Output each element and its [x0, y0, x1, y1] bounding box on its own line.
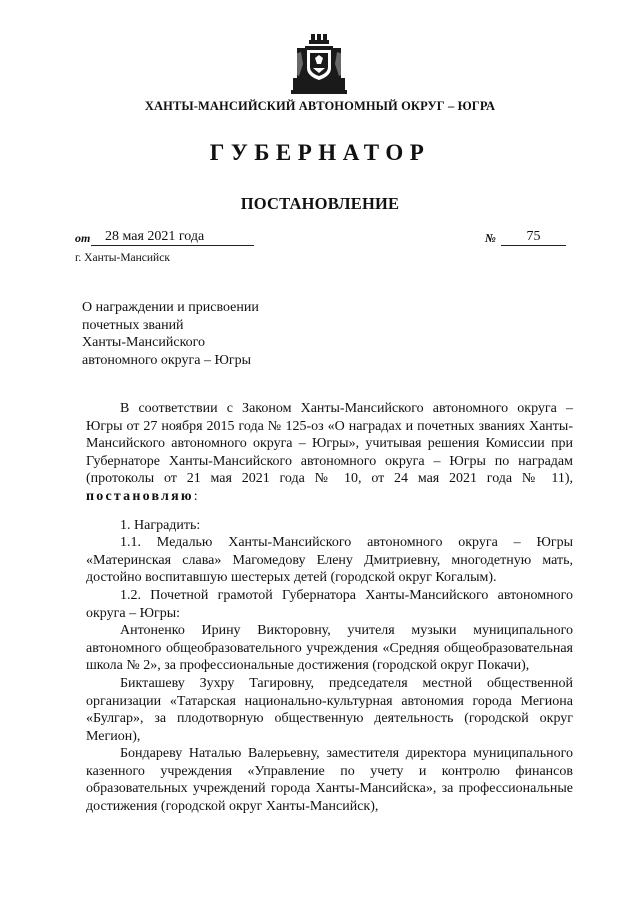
number-sign: №: [485, 231, 496, 245]
awardee-paragraph: Бикташеву Зухру Тагировну, председателя местной общественной организации «Татарская национально-культурная автономия города Мегиона «Булгар», за плодотворную общественную деятельность (городской округ Мегион),: [86, 675, 573, 744]
preamble-paragraph: [86, 400, 573, 506]
document-subject: [82, 299, 259, 369]
date-number-row: [75, 229, 595, 249]
resolve-word: постановляю: [86, 488, 194, 504]
awardee-paragraph: Бондареву Наталью Валерьевну, заместителя директора муниципального казенного учреждения «Управление по учету и контролю финансов образовательных учреждений города Ханты-Мансийска», за профессиональные достижения (городской округ Ханты-Мансийск),: [86, 746, 573, 815]
document-body: [86, 400, 573, 816]
subject-line: Ханты-Мансийского: [82, 335, 206, 350]
subject-line: почетных званий: [82, 317, 184, 333]
authority-title: ГУБЕРНАТОР: [209, 140, 431, 165]
preamble-text: В соответствии с Законом Ханты-Мансийского автономного округа – Югры от 27 ноября 2015 года № 125-оз «О наградах и почетных званиях Ханты-Мансийского автономного округа – Югры», учитывая решения Комиссии при Губернаторе Ханты-Мансийского автономного округа – Югры по наградам (протоколы от 21 мая 2021 года № 10, от 24 мая 2021 года № 11),: [86, 401, 573, 487]
region-title: ХАНТЫ-МАНСИЙСКИЙ АВТОНОМНЫЙ ОКРУГ – ЮГРА: [144, 99, 496, 113]
document-city: г. Ханты-Мансийск: [75, 252, 170, 264]
awardee-paragraph: Антоненко Ирину Викторовну, учителя музыки муниципального автономного общеобразовательного учреждения «Средняя общеобразовательная школа № 2», за профессиональные достижения (городской округ Покачи),: [86, 623, 573, 674]
subject-line: автономного округа – Югры: [82, 352, 251, 368]
item-1-1: 1.1. Медалью Ханты-Мансийского автономного округа – Югры «Материнская слава» Магомедову Елену Дмитриевну, многодетную мать, достойно воспитавшую шестерых детей (городской округ Когалым).: [86, 535, 573, 586]
resolve-colon: :: [193, 488, 198, 504]
item-1: 1. Наградить:: [120, 517, 201, 533]
document-number: 75: [501, 229, 566, 246]
date-prefix: от: [75, 231, 91, 245]
subject-line: О награждении и присвоении: [82, 300, 259, 315]
coat-of-arms-icon: [291, 34, 347, 94]
document-type: ПОСТАНОВЛЕНИЕ: [240, 194, 400, 213]
item-1-2: 1.2. Почетной грамотой Губернатора Ханты-Мансийского автономного округа – Югры:: [86, 587, 573, 621]
document-date: 28 мая 2021 года: [91, 229, 254, 246]
